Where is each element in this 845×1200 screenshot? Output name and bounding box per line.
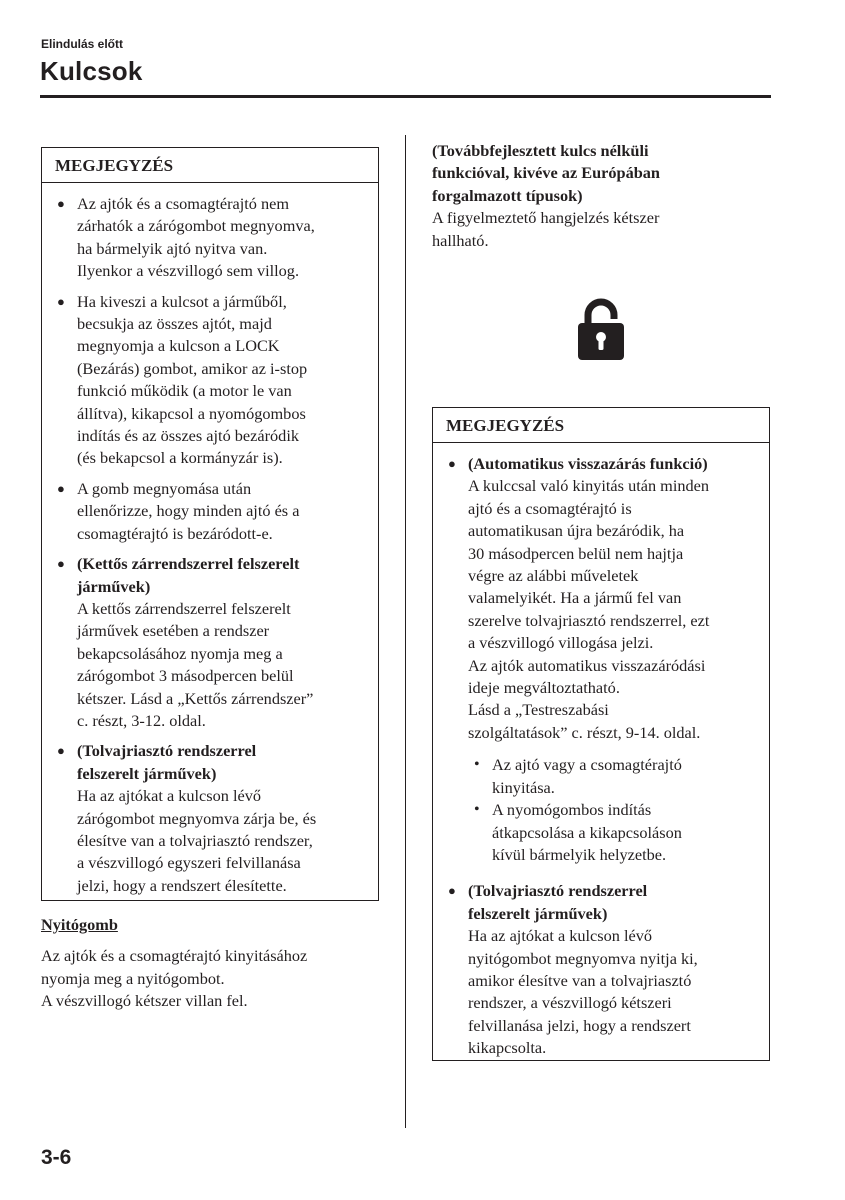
text-line: kétszer. Lásd a „Kettős zárrendszer” — [77, 688, 314, 708]
page-number: 3-6 — [41, 1146, 72, 1169]
text-line: A figyelmeztető hangjelzés kétszer — [432, 208, 660, 228]
right-note-body — [433, 443, 769, 1060]
text-line: (Tolvajriasztó rendszerrel — [77, 741, 257, 761]
list-item — [447, 453, 755, 866]
text-line: Ilyenkor a vészvillogó sem villog. — [77, 261, 300, 281]
left-note-heading: MEGJEGYZÉS — [42, 148, 378, 183]
sub-list-item — [474, 754, 755, 799]
bullet-icon: ● — [57, 293, 65, 309]
left-note-body — [42, 183, 378, 897]
text-line: valamelyikét. Ha a jármű fel van — [468, 588, 682, 608]
text-line: Ha kiveszi a kulcsot a járműből, — [77, 291, 287, 311]
text-line: Ha az ajtókat a kulcson lévő — [77, 786, 261, 806]
text-line: ideje megváltoztatható. — [468, 678, 620, 698]
text-line: (Tolvajriasztó rendszerrel — [468, 881, 648, 901]
text-line: kikapcsolta. — [468, 1038, 547, 1058]
text-line: A kettős zárrendszerrel felszerelt — [77, 598, 291, 618]
text-line: Az ajtók és a csomagtérajtó nem — [77, 194, 290, 213]
text-line: felszerelt járművek) — [77, 763, 217, 783]
text-line: kívül bármelyik helyzetbe. — [492, 844, 667, 864]
text-line: forgalmazott típusok) — [432, 185, 583, 205]
text-line: bekapcsolásához nyomja meg a — [77, 643, 283, 663]
text-line: járművek esetében a rendszer — [77, 621, 270, 641]
left-note-box — [41, 147, 379, 901]
text-line: A nyomógombos indítás — [492, 800, 652, 820]
text-line: megnyomja a kulcson a LOCK — [77, 336, 280, 356]
text-line: kinyitása. — [492, 777, 555, 797]
text-line: Az ajtók automatikus visszazáródási — [468, 655, 706, 675]
bullet-icon: ● — [448, 456, 456, 471]
text-line: jelzi, hogy a rendszert élesítette. — [77, 875, 287, 895]
right-note-heading: MEGJEGYZÉS — [433, 408, 769, 443]
bullet-icon: ● — [448, 883, 456, 899]
text-line: funkció működik (a motor le van — [77, 381, 292, 401]
text-line: c. részt, 3-12. oldal. — [77, 710, 206, 730]
text-line: Az ajtók és a csomagtérajtó kinyitásához — [41, 946, 308, 966]
column-divider — [405, 135, 406, 1128]
text-line: Ha az ajtókat a kulcson lévő — [468, 926, 652, 946]
text-line: állítva), kikapcsol a nyomógombos — [77, 403, 306, 423]
text-line: (Kettős zárrendszerrel felszerelt — [77, 554, 300, 574]
bullet-icon: ● — [57, 743, 65, 759]
text-line: zárógombot megnyomva zárja be, és — [77, 808, 317, 828]
list-item — [56, 478, 364, 545]
text-line: A vészvillogó kétszer villan fel. — [41, 991, 248, 1011]
text-line: élesítve van a tolvajriasztó rendszer, — [77, 830, 313, 850]
title-rule — [40, 95, 771, 98]
sub-list-item — [474, 799, 755, 866]
text-line: zárhatók a zárógombot megnyomva, — [77, 216, 315, 236]
sub-bullet-icon: • — [474, 756, 480, 774]
section-label: Elindulás előtt — [41, 37, 124, 51]
text-line: A gomb megnyomása után — [77, 478, 252, 498]
text-line: szolgáltatások” c. részt, 9-14. oldal. — [468, 722, 701, 742]
sub-list — [468, 754, 755, 866]
text-line: szerelve tolvajriasztó rendszerrel, ezt — [468, 610, 710, 630]
right-intro — [432, 140, 772, 252]
text-line: indítás és az összes ajtó bezáródik — [77, 426, 299, 446]
text-line: rendszer, a vészvillogó kétszeri — [468, 993, 672, 1013]
list-item — [447, 880, 755, 1059]
text-line: (és bekapcsol a kormányzár is). — [77, 448, 283, 468]
text-line: A kulccsal való kinyitás után minden — [468, 476, 710, 496]
text-line: 30 másodpercen belül nem hajtja — [468, 543, 684, 563]
right-intro-text — [432, 207, 772, 252]
list-item — [56, 553, 364, 732]
text-line: a vészvillogó villogása jelzi. — [468, 633, 654, 653]
text-line: felszerelt járművek) — [468, 903, 608, 923]
text-line: automatikusan újra bezáródik, ha — [468, 521, 685, 541]
text-line: végre az alábbi műveletek — [468, 566, 639, 586]
bullet-icon: ● — [57, 556, 65, 572]
sub-bullet-icon: • — [474, 801, 480, 819]
text-line: átkapcsolása a kikapcsoláson — [492, 822, 682, 842]
text-line: Az ajtó vagy a csomagtérajtó — [492, 755, 682, 775]
text-line: becsukja az összes ajtót, majd — [77, 314, 272, 334]
text-line: ellenőrizze, hogy minden ajtó és a — [77, 501, 300, 521]
text-line: csomagtérajtó is bezáródott-e. — [77, 523, 273, 543]
right-intro-title — [432, 140, 772, 207]
text-line: hallható. — [432, 230, 489, 250]
text-line: felvillanása jelzi, hogy a rendszert — [468, 1015, 691, 1035]
text-line: (Automatikus visszazárás funkció) — [468, 454, 708, 473]
text-line: (Továbbfejlesztett kulcs nélküli — [432, 141, 649, 160]
text-line: nyomja meg a nyitógombot. — [41, 968, 225, 988]
list-item — [56, 193, 364, 283]
text-line: zárógombot 3 másodpercen belül — [77, 666, 294, 686]
right-note-box — [432, 407, 770, 1061]
bullet-icon: ● — [57, 196, 65, 211]
nyitogomb-text — [41, 945, 386, 1012]
text-line: nyitógombot megnyomva nyitja ki, — [468, 948, 698, 968]
nyitogomb-section — [41, 914, 386, 1013]
text-line: funkcióval, kivéve az Európában — [432, 163, 660, 183]
text-line: (Bezárás) gombot, amikor az i-stop — [77, 358, 308, 378]
page-title: Kulcsok — [40, 56, 143, 86]
text-line: ajtó és a csomagtérajtó is — [468, 498, 632, 518]
text-line: járművek) — [77, 576, 151, 596]
nyitogomb-heading: Nyitógomb — [41, 915, 118, 934]
text-line: ha bármelyik ajtó nyitva van. — [77, 238, 268, 258]
text-line: a vészvillogó egyszeri felvillanása — [77, 853, 301, 873]
unlock-padlock-icon — [578, 295, 624, 361]
text-line: amikor élesítve van a tolvajriasztó — [468, 970, 692, 990]
bullet-icon: ● — [57, 480, 65, 496]
text-line: Lásd a „Testreszabási — [468, 700, 609, 720]
list-item — [56, 291, 364, 470]
list-item — [56, 740, 364, 897]
